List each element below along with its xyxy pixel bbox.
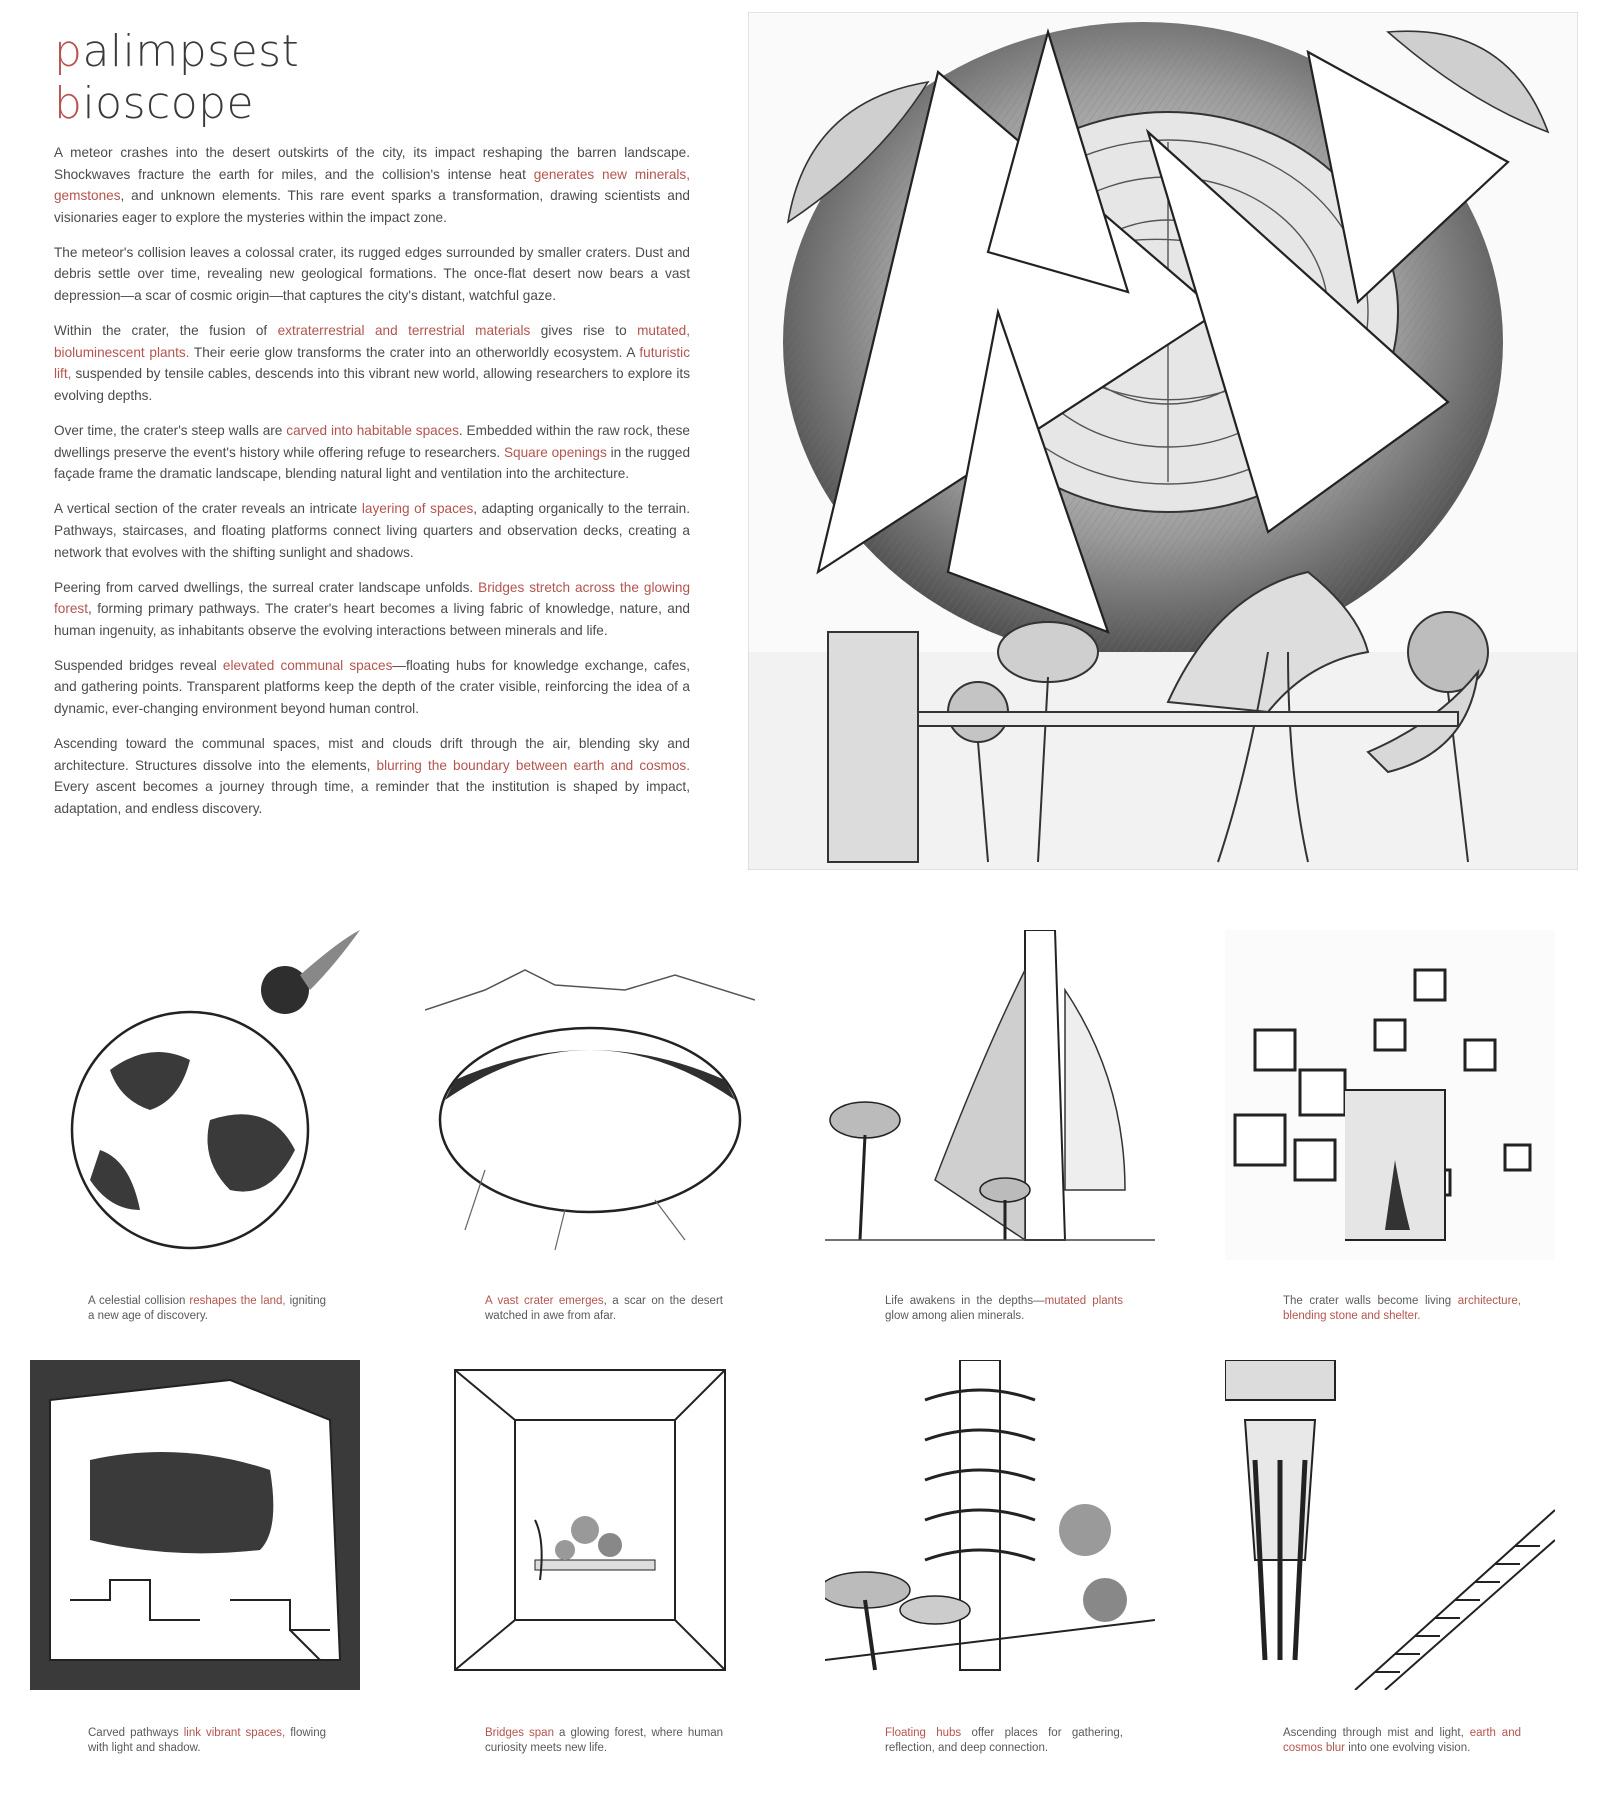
title-initial-p: p: [54, 26, 83, 77]
panel-carved-dwellings: [1225, 930, 1555, 1260]
body-text: suspended by tensile cables, descends into this vibrant new world, allowing researchers to explore its evolving depths.: [54, 366, 690, 403]
body-text: Suspended bridges reveal: [54, 657, 223, 673]
caption-3: [885, 1294, 1123, 1324]
caption-highlight: link vibrant spaces,: [183, 1727, 286, 1739]
carved-pathways-sketch: [30, 1360, 360, 1690]
caption-highlight: earth and cosmos blur: [1283, 1727, 1521, 1754]
body-text: . Embedded within the raw rock, these dwellings preserve the event's history while offering refuge to researchers.: [54, 423, 690, 460]
body-text: , forming primary pathways. The crater's heart becomes a living fabric of knowledge, nature, and human ingenuity, as inhabitants observe the evolving interactions between minerals and life.: [54, 601, 690, 638]
caption-5: [88, 1726, 326, 1756]
caption-4: [1283, 1294, 1521, 1324]
intro-paragraph: [54, 733, 690, 819]
panel-ascending-stairs: [1225, 1360, 1555, 1690]
caption-highlight: architecture, blending stone and shelter.: [1283, 1295, 1521, 1322]
title-line-2: [54, 78, 299, 130]
intro-paragraph: [54, 142, 690, 228]
panel-bridges-span: [425, 1360, 755, 1690]
highlight-text: Square openings: [503, 444, 607, 460]
caption-1: [88, 1294, 326, 1324]
hero-illustration: [748, 12, 1578, 870]
title-line-1: [54, 26, 299, 78]
body-text: Ascending toward the communal spaces, mist and clouds drift through the air, blending sky and architecture. Structures dissolve into the elements,: [54, 736, 690, 773]
caption-text: A celestial collision: [88, 1295, 190, 1307]
meteor-earth-sketch: [40, 930, 370, 1260]
body-text: A meteor crashes into the desert outskirts of the city, its impact reshaping the barren landscape. Shockwaves fracture the earth for miles, and the collision's intense heat: [54, 145, 690, 182]
caption-2: [485, 1294, 723, 1324]
caption-text: Life awakens in the depths—: [885, 1295, 1045, 1307]
caption-text: , a scar on the desert watched in awe from afar.: [485, 1295, 723, 1322]
caption-text: igniting a new age of discovery.: [88, 1295, 327, 1322]
highlight-text: Bridges stretch across the glowing forest: [54, 579, 690, 617]
bridges-span-sketch: [425, 1360, 755, 1690]
caption-text: Carved pathways: [88, 1727, 184, 1739]
caption-text: a glowing forest, where human curiosity meets new life.: [485, 1727, 723, 1754]
caption-highlight: A vast crater emerges: [485, 1295, 604, 1307]
body-text: gives rise to: [530, 323, 638, 339]
intro-paragraph: [54, 420, 690, 485]
caption-6: [485, 1726, 723, 1756]
body-text: Within the crater, the fusion of: [54, 323, 278, 339]
intro-paragraph: [54, 577, 690, 642]
highlight-text: extraterrestrial and terrestrial materials: [277, 323, 531, 339]
crater-sketch: [425, 930, 755, 1260]
body-text: The meteor's collision leaves a colossal crater, its rugged edges surrounded by smaller craters. Dust and debris settle over time, revealing new geological formations. The once-flat desert now bears a vast depression—a scar of cosmic origin—that captures the city's distant, watchful gaze.: [54, 244, 690, 304]
panel-meteor-earth: [40, 930, 370, 1260]
panel-mutated-plants: [825, 930, 1155, 1260]
intro-paragraph: [54, 242, 690, 307]
caption-highlight: Floating hubs: [885, 1727, 962, 1739]
panel-crater: [425, 930, 755, 1260]
highlight-text: layering of spaces: [361, 501, 474, 517]
title-word-rest-1: alimpsest: [82, 26, 300, 77]
caption-text: flowing with light and shadow.: [88, 1727, 327, 1754]
highlight-text: generates new minerals, gemstones: [54, 166, 690, 204]
body-text: , adapting organically to the terrain. Pathways, staircases, and floating platforms connect living quarters and observation decks, creating a network that evolves with the shifting sunlight and shadows.: [54, 501, 691, 560]
body-text: Over time, the crater's steep walls are: [54, 423, 287, 439]
caption-highlight: mutated plants: [1044, 1295, 1123, 1307]
caption-highlight: reshapes the land,: [189, 1295, 286, 1307]
highlight-text: blurring the boundary between earth and cosmos.: [376, 757, 690, 773]
caption-text: glow among alien minerals.: [885, 1310, 1025, 1322]
caption-8: [1283, 1726, 1521, 1756]
caption-highlight: Bridges span: [485, 1727, 554, 1739]
body-text: —floating hubs for knowledge exchange, cafes, and gathering points. Transparent platforms keep the depth of the crater visible, reinforcing the idea of a dynamic, ever-changing environment beyond human control.: [54, 657, 690, 717]
caption-text: offer places for gathering, reflection, and deep connection.: [885, 1727, 1123, 1754]
intro-paragraph: [54, 655, 690, 720]
title-initial-b: b: [54, 78, 83, 129]
panel-carved-pathways: [30, 1360, 360, 1690]
crater-overview-sketch: [748, 12, 1578, 870]
caption-7: [885, 1726, 1123, 1756]
body-text: Every ascent becomes a journey through time, a reminder that the institution is shaped by impact, adaptation, and endless discovery.: [54, 779, 690, 816]
ascending-stairs-sketch: [1225, 1360, 1555, 1690]
carved-dwellings-sketch: [1225, 930, 1555, 1260]
highlight-text: elevated communal spaces: [222, 657, 393, 673]
highlight-text: futuristic lift,: [54, 344, 691, 382]
caption-text: The crater walls become living: [1283, 1295, 1458, 1307]
panel-floating-hubs: [825, 1360, 1155, 1690]
mutated-plants-sketch: [825, 930, 1155, 1260]
highlight-text: carved into habitable spaces: [286, 423, 459, 439]
intro-text: [54, 142, 690, 833]
caption-text: into one evolving vision.: [1345, 1742, 1471, 1754]
body-text: A vertical section of the crater reveals an intricate: [54, 501, 362, 517]
body-text: Peering from carved dwellings, the surreal crater landscape unfolds.: [54, 579, 479, 595]
floating-hubs-sketch: [825, 1360, 1155, 1690]
body-text: Their eerie glow transforms the crater into an otherworldly ecosystem. A: [189, 344, 640, 360]
intro-paragraph: [54, 320, 690, 406]
highlight-text: mutated, bioluminescent plants.: [54, 323, 690, 360]
intro-paragraph: [54, 498, 690, 563]
body-text: in the rugged façade frame the dramatic landscape, blending natural light and ventilation into the architecture.: [54, 444, 691, 482]
title-word-rest-2: ioscope: [82, 78, 255, 129]
page-title: [54, 26, 299, 130]
caption-text: Ascending through mist and light,: [1283, 1727, 1470, 1739]
body-text: , and unknown elements. This rare event sparks a transformation, drawing scientists and visionaries eager to explore the mysteries within the impact zone.: [54, 188, 690, 225]
